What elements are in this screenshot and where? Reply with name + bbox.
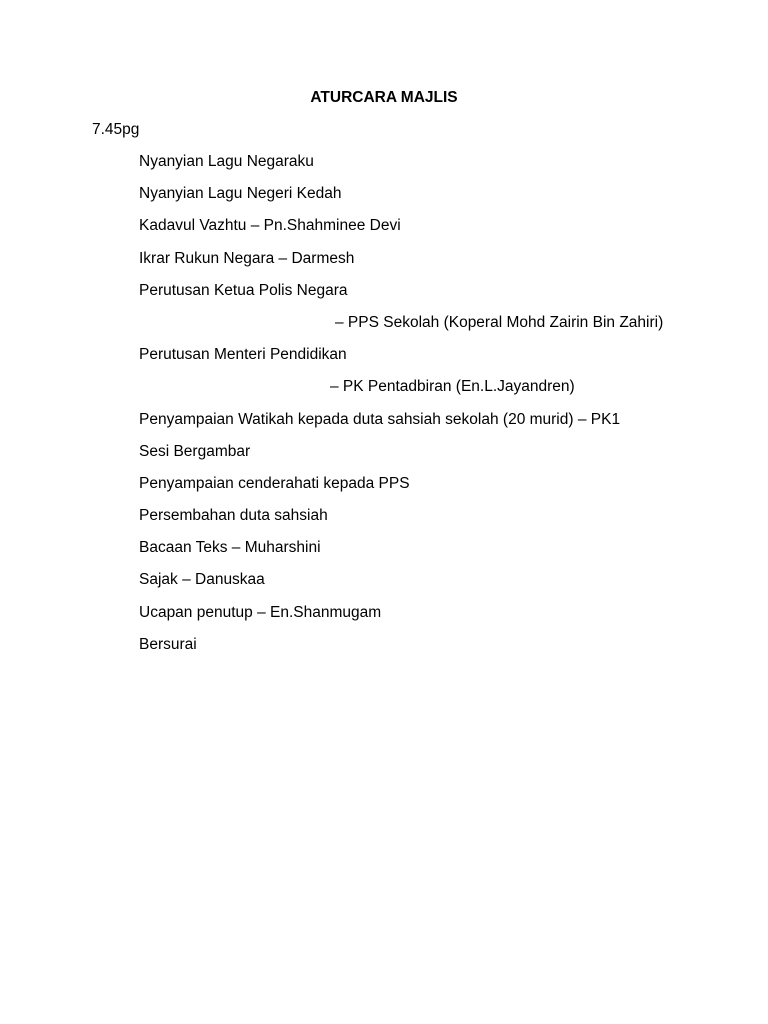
program-item: Sesi Bergambar	[139, 442, 251, 460]
program-item: Penyampaian Watikah kepada duta sahsiah sekolah (20 murid) – PK1	[139, 410, 621, 428]
program-item: Kadavul Vazhtu – Pn.Shahminee Devi	[139, 217, 401, 235]
document-title: ATURCARA MAJLIS	[310, 89, 458, 106]
program-item: Penyampaian cenderahati kepada PPS	[139, 474, 410, 492]
program-item: Persembahan duta sahsiah	[139, 507, 328, 525]
program-list	[0, 152, 768, 667]
program-item: Ucapan penutup – En.Shanmugam	[139, 603, 382, 621]
program-item: Perutusan Menteri Pendidikan	[139, 346, 347, 364]
program-item: Nyanyian Lagu Negaraku	[139, 153, 314, 170]
program-item: Sajak – Danuskaa	[139, 571, 265, 589]
event-time: 7.45pg	[92, 121, 140, 138]
program-item: Ikrar Rukun Negara – Darmesh	[139, 249, 355, 267]
program-item: Bacaan Teks – Muharshini	[139, 539, 321, 557]
program-item: Nyanyian Lagu Negeri Kedah	[139, 185, 342, 203]
program-item: Bersurai	[139, 635, 197, 653]
program-item-speaker: – PK Pentadbiran (En.L.Jayandren)	[330, 378, 575, 396]
program-item: Perutusan Ketua Polis Negara	[139, 281, 348, 299]
program-item-speaker: – PPS Sekolah (Koperal Mohd Zairin Bin Zahiri)	[335, 313, 664, 331]
